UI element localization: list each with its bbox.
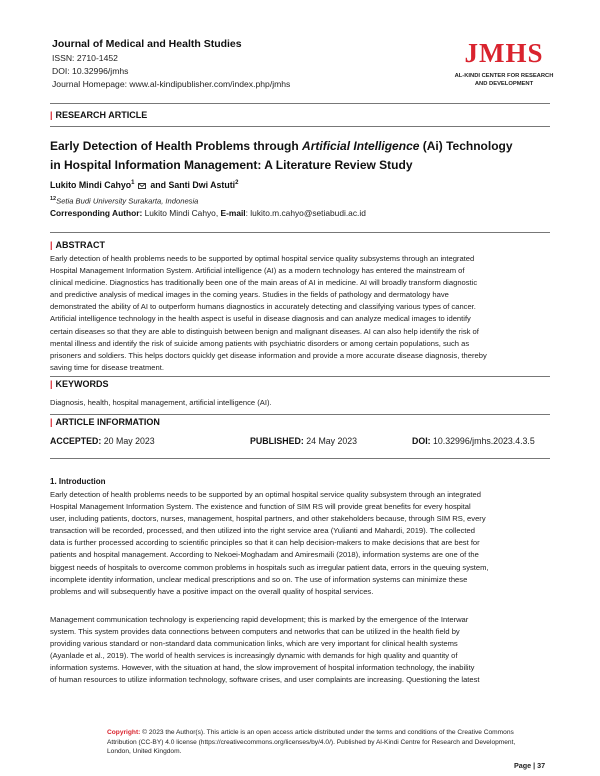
journal-issn: ISSN: 2710-1452	[52, 53, 118, 63]
intro-line: user, including patients, doctors, nurses, management, hospital partners, and other stakeholders because, through SIM RS, every	[50, 514, 486, 524]
intro-line: data is further processed according to scientific principles so that it can help decision-makers to make decisions that are best for	[50, 538, 480, 548]
abstract-line: prisoners and soldiers. This helps doctors quickly get disease information and provide a more accurate disease diagnosis, thereby	[50, 350, 487, 360]
copyright-line: Attribution (CC-BY) 4.0 license (https://creativecommons.org/licenses/by/4.0/). Published by Al-Kindi Centre for Research and Development,	[107, 738, 516, 746]
journal-homepage[interactable]: Journal Homepage: www.al-kindipublisher.com/index.php/jmhs	[52, 79, 291, 89]
corr-name: Lukito Mindi Cahyo,	[142, 208, 221, 218]
author-1-sup: 1	[131, 180, 135, 187]
keywords-heading-label: KEYWORDS	[55, 379, 109, 389]
article-type: | RESEARCH ARTICLE	[50, 110, 148, 120]
intro-line: biggest needs of hospitals to overcome common problems in hospitals such as irregular patient data, errors in the queuing system,	[50, 562, 489, 572]
article-doi	[412, 436, 535, 446]
published-date	[250, 436, 357, 446]
intro-line: providing various standard or non-standard data communication links, which are very important for clinical health systems	[50, 639, 458, 649]
introduction-heading: 1. Introduction	[50, 477, 106, 486]
copyright-line: © 2023 the Author(s). This article is an open access article distributed under the terms and conditions of the Creative Commons	[140, 729, 514, 736]
title-part-1: Early Detection of Health Problems through	[50, 139, 303, 153]
intro-line: of human resources to utilize information technology, software crises, and user complaints are increasing. Questioning the latest	[50, 675, 480, 685]
page-number: Page | 37	[514, 761, 546, 770]
intro-line: transaction will be recorded, processed, and then utilized into the right service area (Yulianti and Mahardi, 2019). The collected	[50, 526, 475, 536]
email-label: E-mail	[220, 208, 246, 218]
keywords-divider	[50, 376, 550, 377]
keywords-text: Diagnosis, health, hospital management, artificial intelligence (AI).	[50, 398, 272, 407]
abstract-heading-label: ABSTRACT	[55, 240, 106, 250]
affiliation	[50, 196, 198, 206]
abstract-line: Early detection of health problems needs to be supported by optimal hospital service quality subsystems through an integrated	[50, 254, 475, 263]
logo-mark: JMHS	[464, 38, 544, 68]
doi-label: DOI:	[412, 436, 431, 446]
abstract-line: saving time for disease treatment.	[50, 362, 164, 372]
intro-line: system. This system provides data connections between computers and networks that can be utilized in the health field by	[50, 627, 460, 637]
affiliation-text: Setia Budi University Surakarta, Indonesia	[56, 196, 199, 206]
accepted-label: ACCEPTED:	[50, 436, 102, 446]
affiliation-sup: 12	[50, 196, 57, 202]
author-1: Lukito Mindi Cahyo	[50, 180, 132, 190]
copyright-line: London, United Kingdom.	[107, 748, 182, 756]
intro-line: (Ayanlade et al., 2019). The world of health services is increasingly dynamic with demands for high quality and quantity of	[50, 651, 458, 661]
published-value: 24 May 2023	[303, 436, 358, 446]
intro-line: Hospital Management Information System. The existence and function of SIM RS will provide great benefits for every hospital	[50, 502, 471, 512]
article-info-heading-label: ARTICLE INFORMATION	[55, 417, 160, 427]
logo-line-1: AL-KINDI CENTER FOR RESEARCH	[454, 73, 554, 79]
abstract-body	[50, 253, 550, 374]
intro-line: problems and will subsequently have a positive impact on the overall quality of hospital services.	[50, 586, 374, 596]
article-type-divider	[50, 126, 550, 127]
accepted-value: 20 May 2023	[101, 436, 155, 446]
title-italic: Artificial Intelligence	[302, 139, 420, 153]
envelope-icon[interactable]	[138, 183, 146, 189]
corr-label: Corresponding Author:	[50, 208, 143, 218]
abstract-line: mental illness and identify the risk of suicide among patients with psychiatric disorders or among certain populations, such as	[50, 338, 470, 348]
abstract-divider-top	[50, 232, 550, 233]
article-type-label: RESEARCH ARTICLE	[55, 110, 148, 120]
logo-subtitle	[438, 73, 570, 89]
title-line-2: in Hospital Information Management: A Literature Review Study	[50, 158, 413, 172]
author-2: and Santi Dwi Astuti	[147, 180, 236, 190]
abstract-line: demonstrated the ability of AI to outperform humans diagnostics in accurately detecting and classifying various types of cancer.	[50, 302, 476, 312]
abstract-line: certain diseases so that they are able to distinguish between benign and malignant diseases. AI can also help identify the risk of	[50, 326, 479, 336]
author-2-sup: 2	[235, 180, 239, 187]
author-list	[50, 180, 238, 190]
journal-logo	[438, 40, 570, 89]
abstract-line: Artificial intelligence technology in the health aspect is useful in disease diagnosis and can analyze medical images to identify	[50, 314, 471, 324]
email-address[interactable]: : lukito.m.cahyo@setiabudi.ac.id	[245, 208, 366, 218]
journal-doi: DOI: 10.32996/jmhs	[52, 66, 129, 76]
accepted-date	[50, 436, 155, 446]
copyright-notice	[107, 728, 527, 757]
abstract-heading: | ABSTRACT	[50, 240, 106, 250]
introduction-para-2	[50, 614, 550, 687]
intro-line: patients and hospital management. According to Nekoei-Moghadam and Amiresmaili (2018), information systems are one of the	[50, 550, 479, 560]
copyright-label: Copyright:	[107, 729, 141, 736]
title-part-2: (Ai) Technology	[419, 139, 513, 153]
keywords-heading: | KEYWORDS	[50, 379, 109, 389]
header-divider	[50, 103, 550, 104]
article-info-divider	[50, 414, 550, 415]
intro-line: Management communication technology is experiencing rapid development; this is marked by the emergence of the Interwar	[50, 615, 469, 624]
doi-value[interactable]: 10.32996/jmhs.2023.4.3.5	[430, 436, 535, 446]
intro-line: Early detection of health problems needs to be supported by an optimal hospital service quality subsystem through an integrated	[50, 490, 481, 499]
paper-title	[50, 137, 555, 175]
intro-line: information systems. However, with the situation at hand, the slow improvement of hospital information technology, the inability	[50, 663, 475, 673]
journal-title: Journal of Medical and Health Studies	[52, 38, 242, 50]
intro-divider	[50, 458, 550, 459]
abstract-line: and predictive analysis of medical images in the coming years. Studies in the fields of pathology and dermatology have	[50, 290, 449, 300]
logo-line-2: AND DEVELOPMENT	[474, 80, 534, 87]
article-info-heading: | ARTICLE INFORMATION	[50, 417, 160, 427]
published-label: PUBLISHED:	[250, 436, 304, 446]
abstract-line: clinical medicine. Diagnostics has traditionally been one of the main areas of AI in medicine. AI will broadly transform diagnostic	[50, 278, 478, 288]
abstract-line: Hospital Management Information System. Artificial intelligence (AI) as a modern technology has entered the mainstream of	[50, 266, 465, 276]
corresponding-author	[50, 208, 366, 218]
introduction-para-1	[50, 489, 550, 598]
intro-line: incomplete identity information, unclear medical prescriptions and so on. The use of information systems can minimize these	[50, 574, 468, 584]
